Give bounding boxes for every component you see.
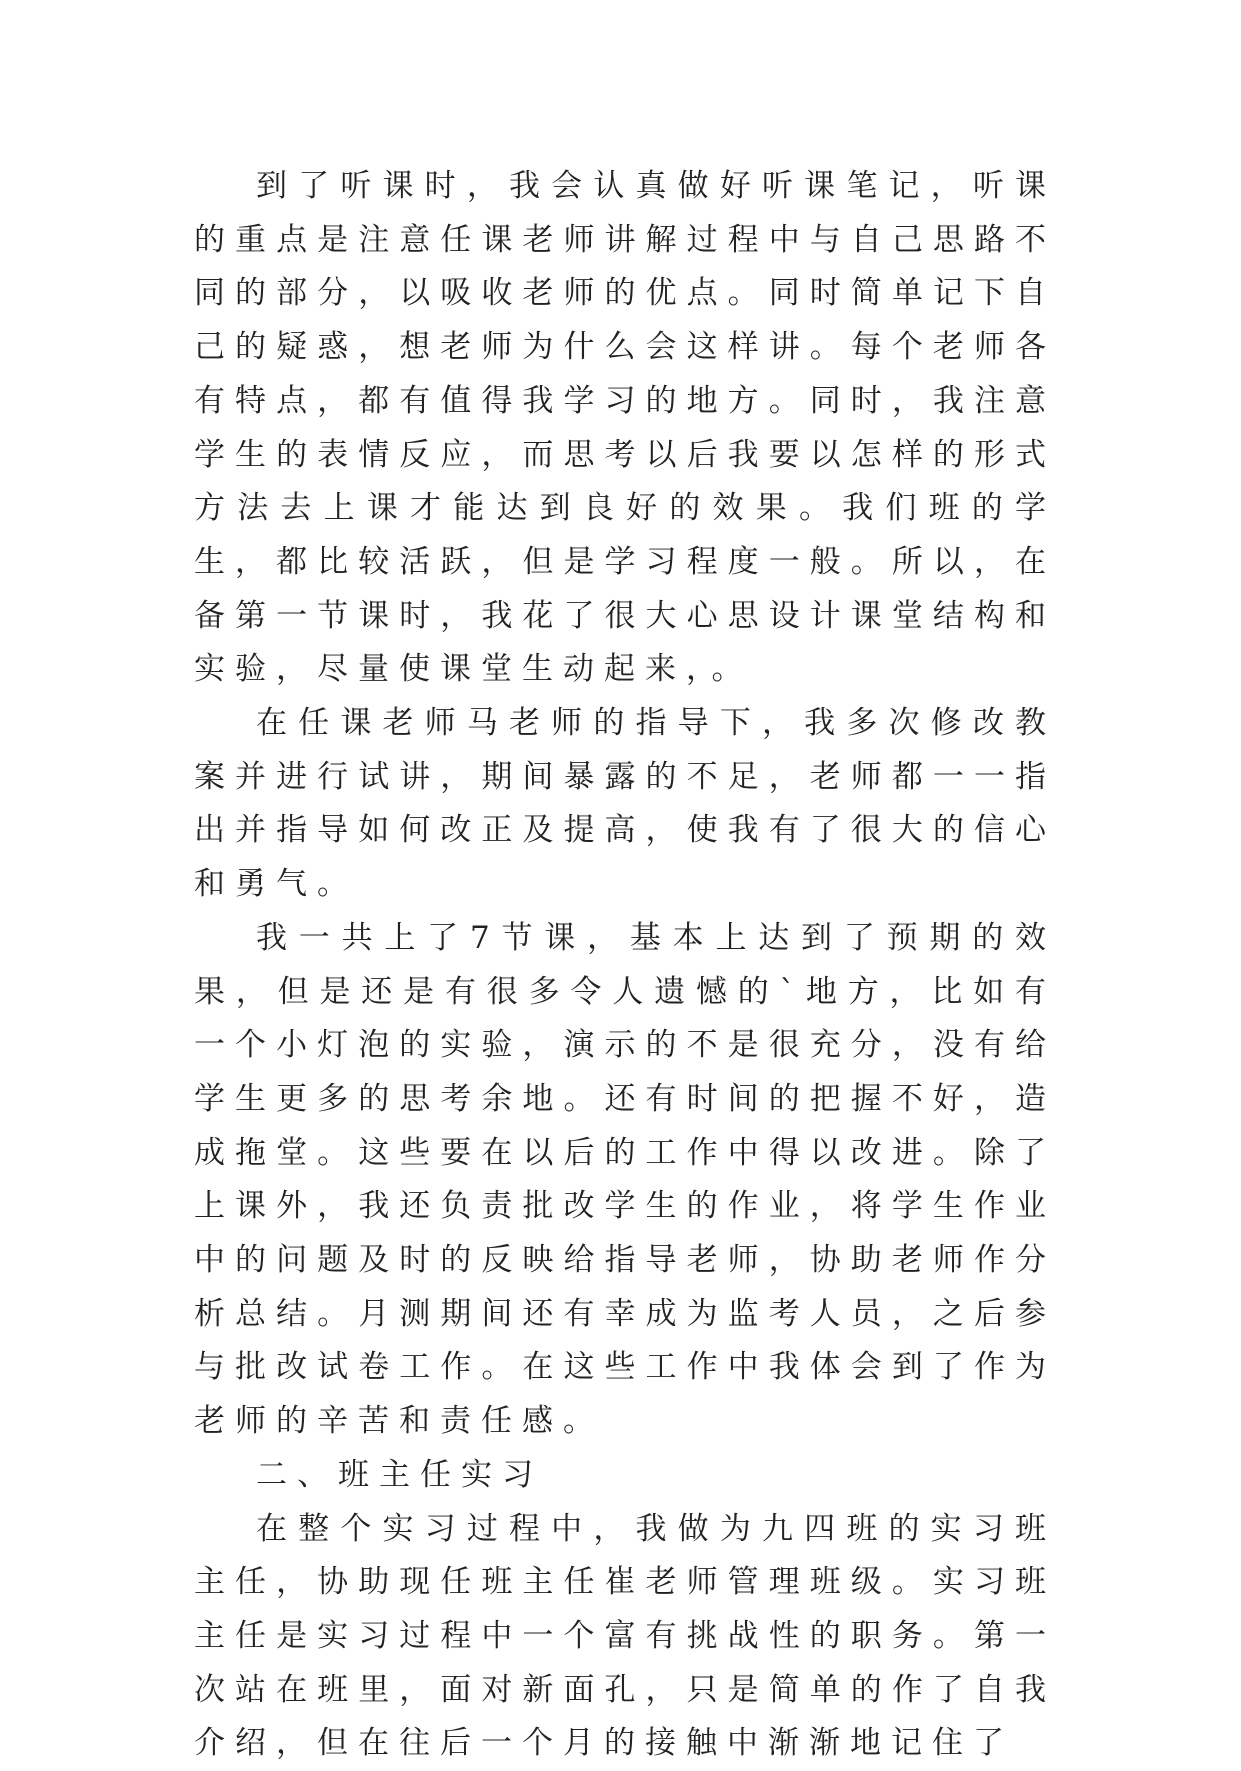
paragraph-class-teacher-internship: 在整个实习过程中，我做为九四班的实习班主任，协助现任班主任崔老师管理班级。实习班主任是实习过程中一个富有挑战性的职务。第一次站在班里，面对新面孔，只是简单的作了自我介绍，但在往后一个月的接触中渐渐地记住了 — [194, 1510, 1056, 1762]
section-heading-class-teacher: 二、班主任实习 — [256, 1456, 543, 1493]
document-body — [194, 160, 1056, 1771]
paragraph-lessons-taught: 我一共上了7节课，基本上达到了预期的效果，但是还是有很多令人遗憾的`地方，比如有一个小灯泡的实验，演示的不是很充分，没有给学生更多的思考余地。还有时间的把握不好，造成拖堂。这些要在以后的工作中得以改进。除了上课外，我还负责批改学生的作业，将学生作业中的问题及时的反映给指导老师，协助老师作分析总结。月测期间还有幸成为监考人员，之后参与批改试卷工作。在这些工作中我体会到了作为老师的辛苦和责任感。 — [194, 919, 1056, 1440]
paragraph-trial-teaching: 在任课老师马老师的指导下，我多次修改教案并进行试讲，期间暴露的不足，老师都一一指出并指导如何改正及提高，使我有了很大的信心和勇气。 — [194, 705, 1056, 903]
paragraph-lecture-notes: 到了听课时，我会认真做好听课笔记，听课的重点是注意任课老师讲解过程中与自己思路不同的部分，以吸收老师的优点。同时简单记下自己的疑惑，想老师为什么会这样讲。每个老师各有特点，都有值得我学习的地方。同时，我注意学生的表情反应，而思考以后我要以怎样的形式方法去上课才能达到良好的效果。我们班的学生，都比较活跃，但是学习程度一般。所以，在备第一节课时，我花了很大心思设计课堂结构和实验，尽量使课堂生动起来，。 — [194, 168, 1056, 688]
